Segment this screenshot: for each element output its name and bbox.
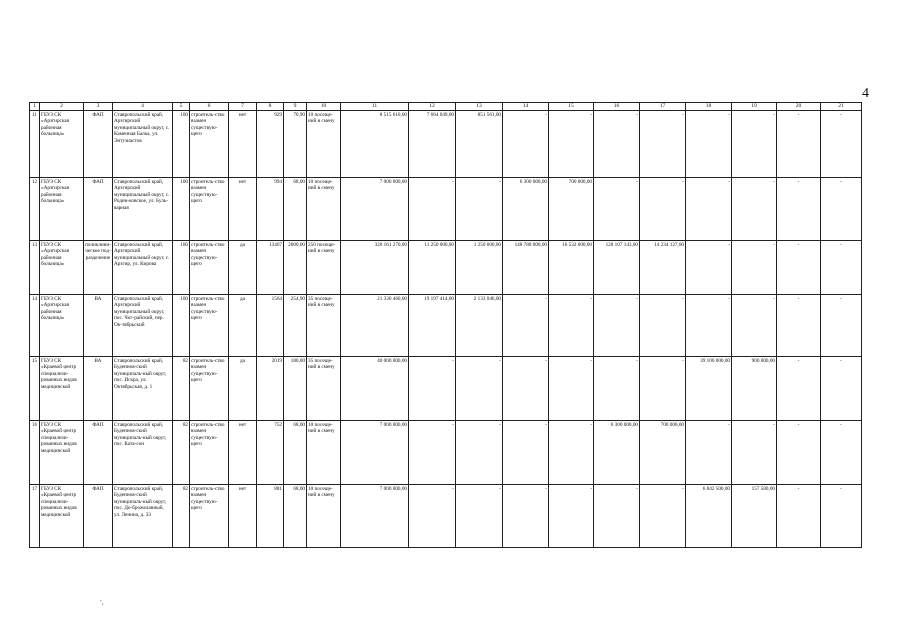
table-cell: - xyxy=(549,357,594,421)
table-row xyxy=(30,178,862,241)
table-cell: 752 xyxy=(257,421,284,485)
table-cell: 7 000 000,00 xyxy=(341,178,409,241)
table-cell: - xyxy=(640,357,686,421)
table-cell: - xyxy=(503,111,549,178)
table-cell: строитель-ство взамен существую-щего xyxy=(190,357,229,421)
table-cell: ГБУЗ СК «Краевой центр специализи-рованных видов медицинской xyxy=(40,357,84,421)
table-cell: - xyxy=(594,485,640,548)
table-cell: 82 xyxy=(173,421,190,485)
table-cell: 180,00 xyxy=(284,357,307,421)
table-cell: 16 532 000,00 xyxy=(549,241,594,295)
table-cell: - xyxy=(821,241,862,295)
table-cell: 13 xyxy=(30,241,40,295)
table-cell: 100 xyxy=(173,111,190,178)
table-cell: - xyxy=(640,111,686,178)
table-cell: - xyxy=(503,485,549,548)
column-header: 2 xyxy=(40,103,84,111)
column-header: 13 xyxy=(456,103,503,111)
table-cell: нет xyxy=(229,178,257,241)
table-cell: 254,90 xyxy=(284,295,307,357)
column-header: 1 xyxy=(30,103,40,111)
table-cell: - xyxy=(409,485,456,548)
table-cell: - xyxy=(549,485,594,548)
table-cell: - xyxy=(686,241,732,295)
table-cell: 68,00 xyxy=(284,485,307,548)
column-header: 7 xyxy=(229,103,257,111)
table-cell: 700 000,00 xyxy=(640,421,686,485)
table-cell: ГБУЗ СК «Арзгирская районная больница» xyxy=(40,111,84,178)
table-cell: 100 xyxy=(173,295,190,357)
table-cell: - xyxy=(686,178,732,241)
table-cell: Ставропольский край, Арзгирский муниципальный округ, пос. Чог-райский, пер. Ок-тябрьский xyxy=(113,295,173,357)
table-cell: строитель-ство взамен существую-щего xyxy=(190,178,229,241)
table-cell: ФАП xyxy=(84,485,113,548)
table-cell: - xyxy=(777,357,821,421)
table-cell: Ставропольский край, Арзгирский муниципальный округ, с. Каменная Балка, ул. Энтузиастов xyxy=(113,111,173,178)
table-cell: - xyxy=(503,421,549,485)
table-cell: нет xyxy=(229,485,257,548)
table-cell: да xyxy=(229,295,257,357)
table-cell: 16 xyxy=(30,421,40,485)
table-cell: 6 300 000,00 xyxy=(503,178,549,241)
table-cell: 82 xyxy=(173,357,190,421)
table-cell: 13467 xyxy=(257,241,284,295)
table-cell: Ставропольский край, Арзгирский муниципальный округ, с. Родни-ковское, ул. Буль-варная xyxy=(113,178,173,241)
table-cell: - xyxy=(640,485,686,548)
column-header: 19 xyxy=(732,103,777,111)
column-header: 4 xyxy=(113,103,173,111)
table-cell: ФАП xyxy=(84,178,113,241)
column-header: 20 xyxy=(777,103,821,111)
table-cell: - xyxy=(409,421,456,485)
table-cell: строитель-ство взамен существую-щего xyxy=(190,241,229,295)
table-row xyxy=(30,485,862,548)
table-cell: 320 161 270,00 xyxy=(341,241,409,295)
table-cell: 1 250 000,00 xyxy=(456,241,503,295)
column-header: 18 xyxy=(686,103,732,111)
scan-mark: ‘, xyxy=(100,600,104,606)
table-cell: 994 xyxy=(257,178,284,241)
table-cell: да xyxy=(229,357,257,421)
table-cell: 851 561,00 xyxy=(456,111,503,178)
table-cell: 900 000,00 xyxy=(732,357,777,421)
table-cell: 10 посеще-ний в смену xyxy=(307,111,341,178)
table-cell: - xyxy=(732,241,777,295)
table-cell: да xyxy=(229,241,257,295)
table-cell: 14 234 127,00 xyxy=(640,241,686,295)
table-cell: нет xyxy=(229,421,257,485)
column-header: 5 xyxy=(173,103,190,111)
table-cell: 700 000,00 xyxy=(549,178,594,241)
table-cell: - xyxy=(503,357,549,421)
table-cell: - xyxy=(821,295,862,357)
table-cell: 39 100 000,00 xyxy=(686,357,732,421)
table-cell: 250 посеще-ний в смену xyxy=(307,241,341,295)
table-cell: - xyxy=(549,111,594,178)
table-cell: 68,00 xyxy=(284,421,307,485)
table-cell: - xyxy=(409,357,456,421)
table-cell: 100 xyxy=(173,241,190,295)
table-cell: Ставропольский край, Буденнов-ский муниципаль-ный округ, пос. До-брожеланный, ул. Ленина, д. 33 xyxy=(113,485,173,548)
table-cell: - xyxy=(686,295,732,357)
table-cell: Ставропольский край, Буденнов-ский муниципаль-ный округ, пос. Ката-сон xyxy=(113,421,173,485)
table-cell: - xyxy=(821,178,862,241)
table-cell: 100 xyxy=(173,178,190,241)
table-cell: - xyxy=(777,421,821,485)
table-cell: 11 250 000,00 xyxy=(409,241,456,295)
table-cell: - xyxy=(732,111,777,178)
table-cell: строитель-ство взамен существую-щего xyxy=(190,295,229,357)
table-cell: 7 664 049,00 xyxy=(409,111,456,178)
column-header: 6 xyxy=(190,103,229,111)
table-cell: - xyxy=(732,295,777,357)
table-cell: 35 посеще-ний в смену xyxy=(307,357,341,421)
table-row xyxy=(30,295,862,357)
table-cell: - xyxy=(594,111,640,178)
table-cell: - xyxy=(777,111,821,178)
table-cell: - xyxy=(549,421,594,485)
table-cell: - xyxy=(732,421,777,485)
table-cell: - xyxy=(777,295,821,357)
column-header: 17 xyxy=(640,103,686,111)
header-row xyxy=(30,103,862,111)
table-cell: - xyxy=(821,111,862,178)
table-cell: ГБУЗ СК «Арзгирская районная больница» xyxy=(40,295,84,357)
table-cell: 8 515 610,00 xyxy=(341,111,409,178)
table-cell: - xyxy=(821,357,862,421)
table-cell: - xyxy=(686,111,732,178)
table-cell: 12 xyxy=(30,178,40,241)
table-cell: - xyxy=(456,357,503,421)
table-cell: ВА xyxy=(84,295,113,357)
column-header: 15 xyxy=(549,103,594,111)
table-cell: - xyxy=(640,178,686,241)
column-header: 11 xyxy=(341,103,409,111)
column-header: 8 xyxy=(257,103,284,111)
table-cell: 10 посеще-ний в смену xyxy=(307,421,341,485)
table-cell: 68,00 xyxy=(284,178,307,241)
table-cell: 128 107 143,00 xyxy=(594,241,640,295)
table-cell: 35 посеще-ний в смену xyxy=(307,295,341,357)
table-cell: 1564 xyxy=(257,295,284,357)
table-cell: - xyxy=(640,295,686,357)
table-cell: 19 197 414,00 xyxy=(409,295,456,357)
table-cell: - xyxy=(503,295,549,357)
table-cell: - xyxy=(732,178,777,241)
table-cell: ГБУЗ СК «Краевой центр специализи-рованных видов медицинской xyxy=(40,421,84,485)
table-cell: - xyxy=(594,178,640,241)
table-cell: ГБУЗ СК «Арзгирская районная больница» xyxy=(40,178,84,241)
table-cell: - xyxy=(777,178,821,241)
table-cell: - xyxy=(456,485,503,548)
table-cell: строитель-ство взамен существую-щего xyxy=(190,421,229,485)
column-header: 10 xyxy=(307,103,341,111)
table-cell: - xyxy=(549,295,594,357)
page-number: 4 xyxy=(862,86,869,101)
table-cell: ФАП xyxy=(84,421,113,485)
table-cell: 157 500,00 xyxy=(732,485,777,548)
table-cell: 10 посеще-ний в смену xyxy=(307,485,341,548)
table-cell: 21 330 460,00 xyxy=(341,295,409,357)
table-cell: строитель-ство взамен существую-щего xyxy=(190,111,229,178)
table-cell: - xyxy=(456,421,503,485)
table-cell: ВА xyxy=(84,357,113,421)
table-cell: 7 000 000,00 xyxy=(341,421,409,485)
table-cell: 14 xyxy=(30,295,40,357)
table-cell: - xyxy=(777,485,821,548)
table-cell: - xyxy=(594,295,640,357)
column-header: 21 xyxy=(821,103,862,111)
table-cell: 10 посеще-ний в смену xyxy=(307,178,341,241)
table-cell: 11 xyxy=(30,111,40,178)
table-cell: Ставропольский край, Арзгирский муниципальный округ, с. Арзгир, ул. Кирова xyxy=(113,241,173,295)
table-cell: - xyxy=(686,421,732,485)
table-cell: ГБУЗ СК «Краевой центр специализи-рованных видов медицинской xyxy=(40,485,84,548)
table-cell: 40 000 000,00 xyxy=(341,357,409,421)
table-row xyxy=(30,241,862,295)
column-header: 12 xyxy=(409,103,456,111)
table-cell: поликлини-ческое под-разделение xyxy=(84,241,113,295)
table-cell: - xyxy=(456,178,503,241)
table-cell: 70,90 xyxy=(284,111,307,178)
table-cell: 6 842 500,00 xyxy=(686,485,732,548)
table-row xyxy=(30,111,862,178)
table-cell: ГБУЗ СК «Арзгирская районная больница» xyxy=(40,241,84,295)
table-cell: 2000,00 xyxy=(284,241,307,295)
table-cell: 6 300 000,00 xyxy=(594,421,640,485)
column-header: 16 xyxy=(594,103,640,111)
column-header: 9 xyxy=(284,103,307,111)
table-cell: - xyxy=(594,357,640,421)
table-cell: нет xyxy=(229,111,257,178)
table-cell: - xyxy=(821,421,862,485)
table-cell: - xyxy=(821,485,862,548)
table-cell: 929 xyxy=(257,111,284,178)
program-table xyxy=(29,102,862,548)
table-cell: 7 000 000,00 xyxy=(341,485,409,548)
table-cell: 148 788 000,00 xyxy=(503,241,549,295)
table-row xyxy=(30,357,862,421)
table-cell: Ставропольский край, Буденнов-ский муниципаль-ный округ, пос. Искра, ул. Октябрьская, д. 1 xyxy=(113,357,173,421)
table-cell: 881 xyxy=(257,485,284,548)
table-cell: 2019 xyxy=(257,357,284,421)
table-cell: ФАП xyxy=(84,111,113,178)
table-cell: - xyxy=(777,241,821,295)
table-cell: - xyxy=(409,178,456,241)
column-header: 3 xyxy=(84,103,113,111)
table-cell: строитель-ство взамен существую-щего xyxy=(190,485,229,548)
column-header: 14 xyxy=(503,103,549,111)
table-cell: 15 xyxy=(30,357,40,421)
table-cell: 2 133 046,00 xyxy=(456,295,503,357)
table-cell: 82 xyxy=(173,485,190,548)
table-row xyxy=(30,421,862,485)
table-cell: 17 xyxy=(30,485,40,548)
